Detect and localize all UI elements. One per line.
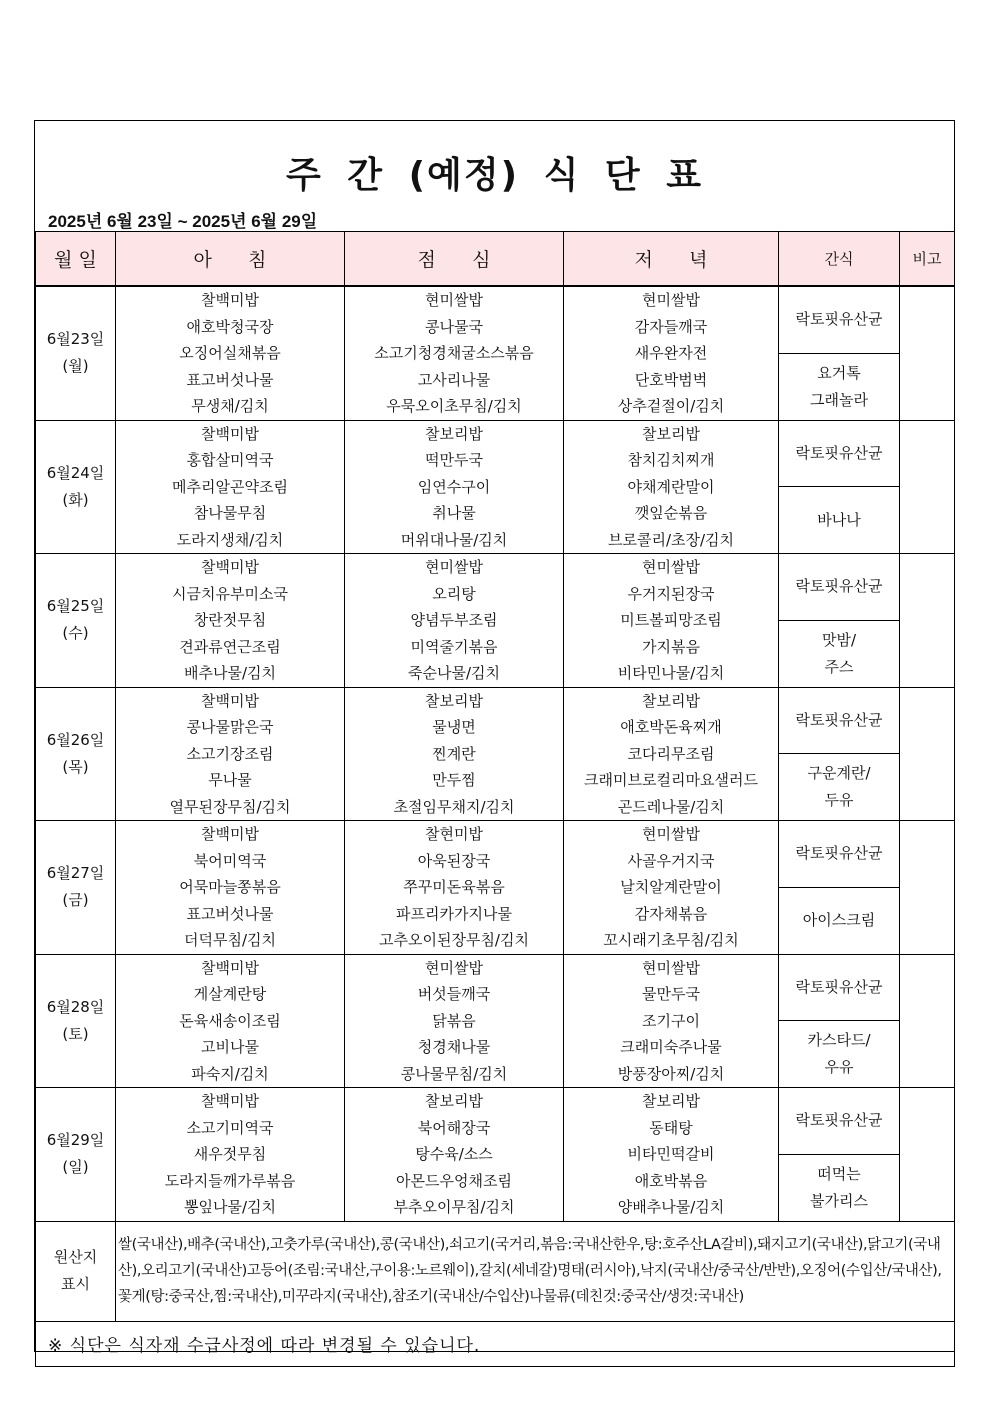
lunch-item: 찰현미밥 (425, 825, 483, 843)
lunch-item: 소고기청경채굴소스볶음 (374, 344, 534, 362)
snack-pm-cell (779, 620, 900, 687)
lunch-cell (345, 821, 564, 955)
day-row (36, 687, 955, 754)
breakfast-item: 견과류연근조림 (179, 637, 281, 656)
snack-am-cell (779, 821, 900, 888)
snack-am-cell (779, 420, 900, 487)
breakfast-item: 도라지생채/김치 (176, 530, 284, 549)
day-row (36, 821, 955, 888)
dinner-item: 사골우거지국 (627, 851, 715, 870)
breakfast-item: 표고버섯나물 (186, 904, 274, 923)
lunch-item: 버섯들깨국 (417, 985, 491, 1003)
snack-item: 락토핏유산균 (795, 577, 883, 596)
dinner-item: 상추겉절이/김치 (617, 397, 725, 415)
header-row (36, 232, 955, 287)
lunch-item: 찰보리밥 (425, 424, 483, 443)
breakfast-item: 무생채/김치 (191, 397, 269, 415)
dinner-cell (564, 286, 779, 420)
breakfast-cell (116, 420, 345, 554)
remarks-cell (900, 954, 955, 1088)
dinner-item: 꼬시래기초무침/김치 (603, 931, 739, 949)
breakfast-item: 파숙지/김치 (191, 1064, 269, 1083)
snack-pm-cell (779, 1154, 900, 1221)
dinner-item: 현미쌀밥 (642, 825, 700, 843)
note-row (36, 1321, 955, 1366)
lunch-cell (345, 954, 564, 1088)
dinner-item: 크래미숙주나물 (620, 1038, 722, 1056)
remarks-cell (900, 420, 955, 554)
snack-item: 아이스크림 (802, 911, 876, 930)
breakfast-item: 도라지들깨가루볶음 (164, 1171, 296, 1190)
day-date-cell (36, 687, 116, 821)
dinner-item: 비타민나물/김치 (617, 664, 725, 682)
dinner-item: 조기구이 (642, 1011, 700, 1030)
breakfast-cell (116, 286, 345, 420)
day-date-cell (36, 286, 116, 420)
remarks-cell (900, 286, 955, 420)
snack-item: 불가리스 (810, 1191, 868, 1210)
lunch-item: 찰보리밥 (425, 1092, 483, 1110)
dinner-item: 곤드레나물/김치 (617, 797, 725, 816)
dinner-item: 애호박돈육찌개 (620, 718, 722, 736)
dinner-item: 현미쌀밥 (642, 558, 700, 576)
remarks-cell (900, 1088, 955, 1222)
dinner-item: 현미쌀밥 (642, 291, 700, 309)
snack-item: 두유 (824, 791, 854, 810)
dinner-item: 물만두국 (642, 985, 700, 1003)
lunch-item: 쭈꾸미돈육볶음 (403, 878, 505, 896)
snack-pm-cell (779, 1021, 900, 1088)
breakfast-item: 찰백미밥 (201, 958, 259, 977)
lunch-item: 찐계란 (432, 744, 476, 763)
dinner-cell (564, 821, 779, 955)
lunch-item: 현미쌀밥 (425, 291, 483, 309)
breakfast-item: 찰백미밥 (201, 558, 259, 576)
remarks-cell (900, 554, 955, 688)
dinner-item: 찰보리밥 (642, 424, 700, 443)
lunch-item: 떡만두국 (425, 451, 483, 469)
dinner-item: 야채계란말이 (627, 477, 715, 496)
dinner-item: 가지볶음 (642, 637, 700, 656)
breakfast-item: 찰백미밥 (201, 1092, 259, 1110)
day-date: 6월26일 (46, 730, 105, 749)
dinner-item: 애호박볶음 (634, 1171, 708, 1190)
dinner-item: 찰보리밥 (642, 1092, 700, 1110)
origin-text: 쌀(국내산),배추(국내산),고춧가루(국내산),콩(국내산),쇠고기(국거리,볶음:국내산한우,탕:호주산LA갈비),돼지고기(국내산),닭고기(국내산),오리고기(국내산)고등어(조림:국내산,구이용:노르웨이),갈치(세네갈)명태(러시아),낙지(국내산/중국산/반반),오징어(수입산/국내산),꽃게(탕:중국산,찜:국내산),미꾸라지(국내산),참조기(국내산/수입산)나물류(데친것:중국산/생것:국내산) (116, 1221, 955, 1321)
dinner-item: 날치알계란말이 (620, 878, 722, 896)
breakfast-item: 메추리알곤약조림 (172, 477, 288, 496)
breakfast-cell (116, 554, 345, 688)
lunch-item: 탕수육/소스 (415, 1145, 493, 1163)
dinner-item: 깻잎순볶음 (634, 504, 708, 522)
dinner-item: 새우완자전 (634, 344, 708, 362)
dinner-item: 동태탕 (649, 1118, 693, 1137)
breakfast-cell (116, 1088, 345, 1222)
lunch-item: 고추오이된장무침/김치 (379, 931, 529, 949)
lunch-item: 죽순나물/김치 (408, 664, 500, 682)
header-dinner: 저 녁 (564, 232, 779, 287)
lunch-item: 머위대나물/김치 (400, 530, 508, 549)
day-weekday: (월) (62, 357, 89, 376)
dinner-item: 현미쌀밥 (642, 958, 700, 977)
breakfast-item: 콩나물맑은국 (186, 718, 274, 736)
snack-item: 바나나 (817, 510, 861, 529)
snack-am-cell (779, 554, 900, 621)
breakfast-item: 뽕잎나물/김치 (184, 1198, 276, 1216)
remarks-cell (900, 821, 955, 955)
dinner-item: 크래미브로컬리마요샐러드 (584, 771, 758, 789)
dinner-item: 코다리무조림 (627, 744, 715, 763)
remarks-cell (900, 687, 955, 821)
snack-pm-cell (779, 754, 900, 821)
dinner-item: 우거지된장국 (627, 584, 715, 603)
dinner-item: 단호박범벅 (634, 370, 708, 389)
lunch-cell (345, 420, 564, 554)
lunch-item: 파프리카가지나물 (396, 904, 512, 923)
breakfast-item: 애호박청국장 (186, 317, 274, 336)
dinner-cell (564, 420, 779, 554)
day-date-cell (36, 420, 116, 554)
dinner-cell (564, 954, 779, 1088)
lunch-item: 초절임무채지/김치 (393, 797, 515, 816)
lunch-item: 우묵오이초무침/김치 (386, 397, 522, 415)
breakfast-item: 어묵마늘쫑볶음 (179, 878, 281, 896)
breakfast-item: 소고기장조림 (186, 744, 274, 763)
day-date: 6월27일 (46, 864, 105, 883)
breakfast-item: 창란젓무침 (193, 611, 267, 629)
dinner-cell (564, 687, 779, 821)
day-date: 6월29일 (46, 1131, 105, 1150)
lunch-cell (345, 554, 564, 688)
breakfast-item: 홍합살미역국 (186, 451, 274, 469)
snack-item: 락토핏유산균 (795, 1111, 883, 1130)
breakfast-item: 북어미역국 (193, 851, 267, 870)
dinner-item: 감자채볶음 (634, 904, 708, 923)
breakfast-item: 새우젓무침 (193, 1145, 267, 1163)
breakfast-item: 찰백미밥 (201, 825, 259, 843)
snack-item: 카스타드/ (807, 1031, 871, 1050)
snack-am-cell (779, 954, 900, 1021)
snack-item: 구운계란/ (807, 764, 871, 783)
snack-item: 락토핏유산균 (795, 310, 883, 329)
lunch-item: 양념두부조림 (410, 611, 498, 629)
lunch-item: 고사리나물 (417, 370, 491, 389)
header-snack: 간식 (779, 232, 900, 287)
breakfast-item: 게살계란탕 (193, 985, 267, 1003)
day-weekday: (금) (62, 891, 89, 910)
date-range: 2025년 6월 23일 ~ 2025년 6월 29일 (48, 212, 318, 231)
lunch-item: 아몬드우엉채조림 (396, 1171, 512, 1190)
snack-pm-cell (779, 887, 900, 954)
lunch-item: 콩나물국 (425, 317, 483, 336)
dinner-cell (564, 554, 779, 688)
header-breakfast: 아 침 (116, 232, 345, 287)
snack-item: 락토핏유산균 (795, 443, 883, 462)
lunch-cell (345, 1088, 564, 1222)
day-date-cell (36, 821, 116, 955)
snack-item: 요거톡 (817, 363, 861, 382)
day-weekday: (토) (62, 1024, 89, 1043)
snack-pm-cell (779, 487, 900, 554)
lunch-item: 물냉면 (432, 718, 476, 736)
day-row (36, 420, 955, 487)
day-weekday: (수) (62, 624, 89, 643)
lunch-item: 부추오이무침/김치 (393, 1198, 515, 1216)
lunch-cell (345, 286, 564, 420)
lunch-item: 북어해장국 (417, 1118, 491, 1137)
breakfast-item: 배추나물/김치 (184, 664, 276, 682)
snack-item: 그래놀라 (810, 390, 868, 409)
dinner-item: 미트볼피망조림 (620, 611, 722, 629)
day-row (36, 286, 955, 353)
origin-label (36, 1221, 116, 1321)
breakfast-item: 열무된장무침/김치 (169, 797, 291, 816)
snack-item: 우유 (824, 1058, 854, 1077)
breakfast-cell (116, 821, 345, 955)
snack-item: 떠먹는 (817, 1164, 861, 1183)
breakfast-item: 찰백미밥 (201, 424, 259, 443)
breakfast-item: 더덕무침/김치 (184, 931, 276, 949)
dinner-item: 참치김치찌개 (627, 451, 715, 469)
day-date: 6월25일 (46, 597, 105, 616)
lunch-item: 오리탕 (432, 584, 476, 603)
header-date: 월 일 (36, 232, 116, 287)
breakfast-item: 시금치유부미소국 (172, 584, 288, 603)
day-date: 6월28일 (46, 997, 105, 1016)
day-weekday: (일) (62, 1158, 89, 1177)
header-remarks: 비고 (900, 232, 955, 287)
snack-item: 락토핏유산균 (795, 977, 883, 996)
breakfast-item: 표고버섯나물 (186, 370, 274, 389)
breakfast-item: 소고기미역국 (186, 1118, 274, 1137)
menu-sheet (34, 120, 955, 1356)
lunch-item: 콩나물무침/김치 (400, 1064, 508, 1083)
dinner-item: 감자들깨국 (634, 317, 708, 336)
snack-am-cell (779, 1088, 900, 1155)
day-row (36, 954, 955, 1021)
header-lunch: 점 심 (345, 232, 564, 287)
lunch-cell (345, 687, 564, 821)
day-date-cell (36, 1088, 116, 1222)
dinner-item: 브로콜리/초장/김치 (607, 530, 735, 549)
origin-row (36, 1221, 955, 1321)
breakfast-item: 참나물무침 (193, 504, 267, 522)
day-row (36, 1088, 955, 1155)
page-title-text: 주 간 (예정) 식 단 표 (285, 155, 703, 196)
lunch-item: 만두찜 (432, 771, 476, 789)
origin-label-line1: 원산지 (53, 1248, 98, 1266)
breakfast-cell (116, 954, 345, 1088)
lunch-item: 찰보리밥 (425, 691, 483, 710)
breakfast-item: 무나물 (208, 771, 252, 789)
lunch-item: 미역줄기볶음 (410, 637, 498, 656)
lunch-item: 청경채나물 (417, 1038, 491, 1056)
dinner-item: 찰보리밥 (642, 691, 700, 710)
snack-item: 주스 (824, 657, 854, 676)
lunch-item: 취나물 (432, 504, 476, 522)
lunch-item: 임연수구이 (417, 477, 491, 496)
origin-label-line2: 표시 (61, 1275, 90, 1293)
dinner-item: 비타민떡갈비 (627, 1145, 715, 1163)
breakfast-item: 찰백미밥 (201, 291, 259, 309)
dinner-cell (564, 1088, 779, 1222)
breakfast-item: 고비나물 (201, 1038, 259, 1056)
day-weekday: (화) (62, 490, 89, 509)
lunch-item: 현미쌀밥 (425, 958, 483, 977)
snack-am-cell (779, 687, 900, 754)
menu-table (35, 231, 955, 1367)
breakfast-item: 오징어실채볶음 (179, 344, 281, 362)
breakfast-cell (116, 687, 345, 821)
snack-item: 락토핏유산균 (795, 710, 883, 729)
page-title (35, 147, 954, 198)
menu-change-note: ※ 식단은 식자재 수급사정에 따라 변경될 수 있습니다. (36, 1321, 955, 1366)
breakfast-item: 돈육새송이조림 (179, 1011, 281, 1030)
day-date: 6월24일 (46, 463, 105, 482)
day-date: 6월23일 (46, 330, 105, 349)
day-weekday: (목) (62, 757, 89, 776)
snack-item: 맛밤/ (821, 630, 857, 649)
lunch-item: 닭볶음 (432, 1011, 476, 1030)
dinner-item: 방풍장아찌/김치 (617, 1064, 725, 1083)
snack-am-cell (779, 286, 900, 353)
dinner-item: 양배추나물/김치 (617, 1198, 725, 1216)
day-date-cell (36, 554, 116, 688)
day-date-cell (36, 954, 116, 1088)
lunch-item: 아욱된장국 (417, 851, 491, 870)
snack-pm-cell (779, 353, 900, 420)
day-row (36, 554, 955, 621)
snack-item: 락토핏유산균 (795, 844, 883, 863)
breakfast-item: 찰백미밥 (201, 691, 259, 710)
lunch-item: 현미쌀밥 (425, 558, 483, 576)
